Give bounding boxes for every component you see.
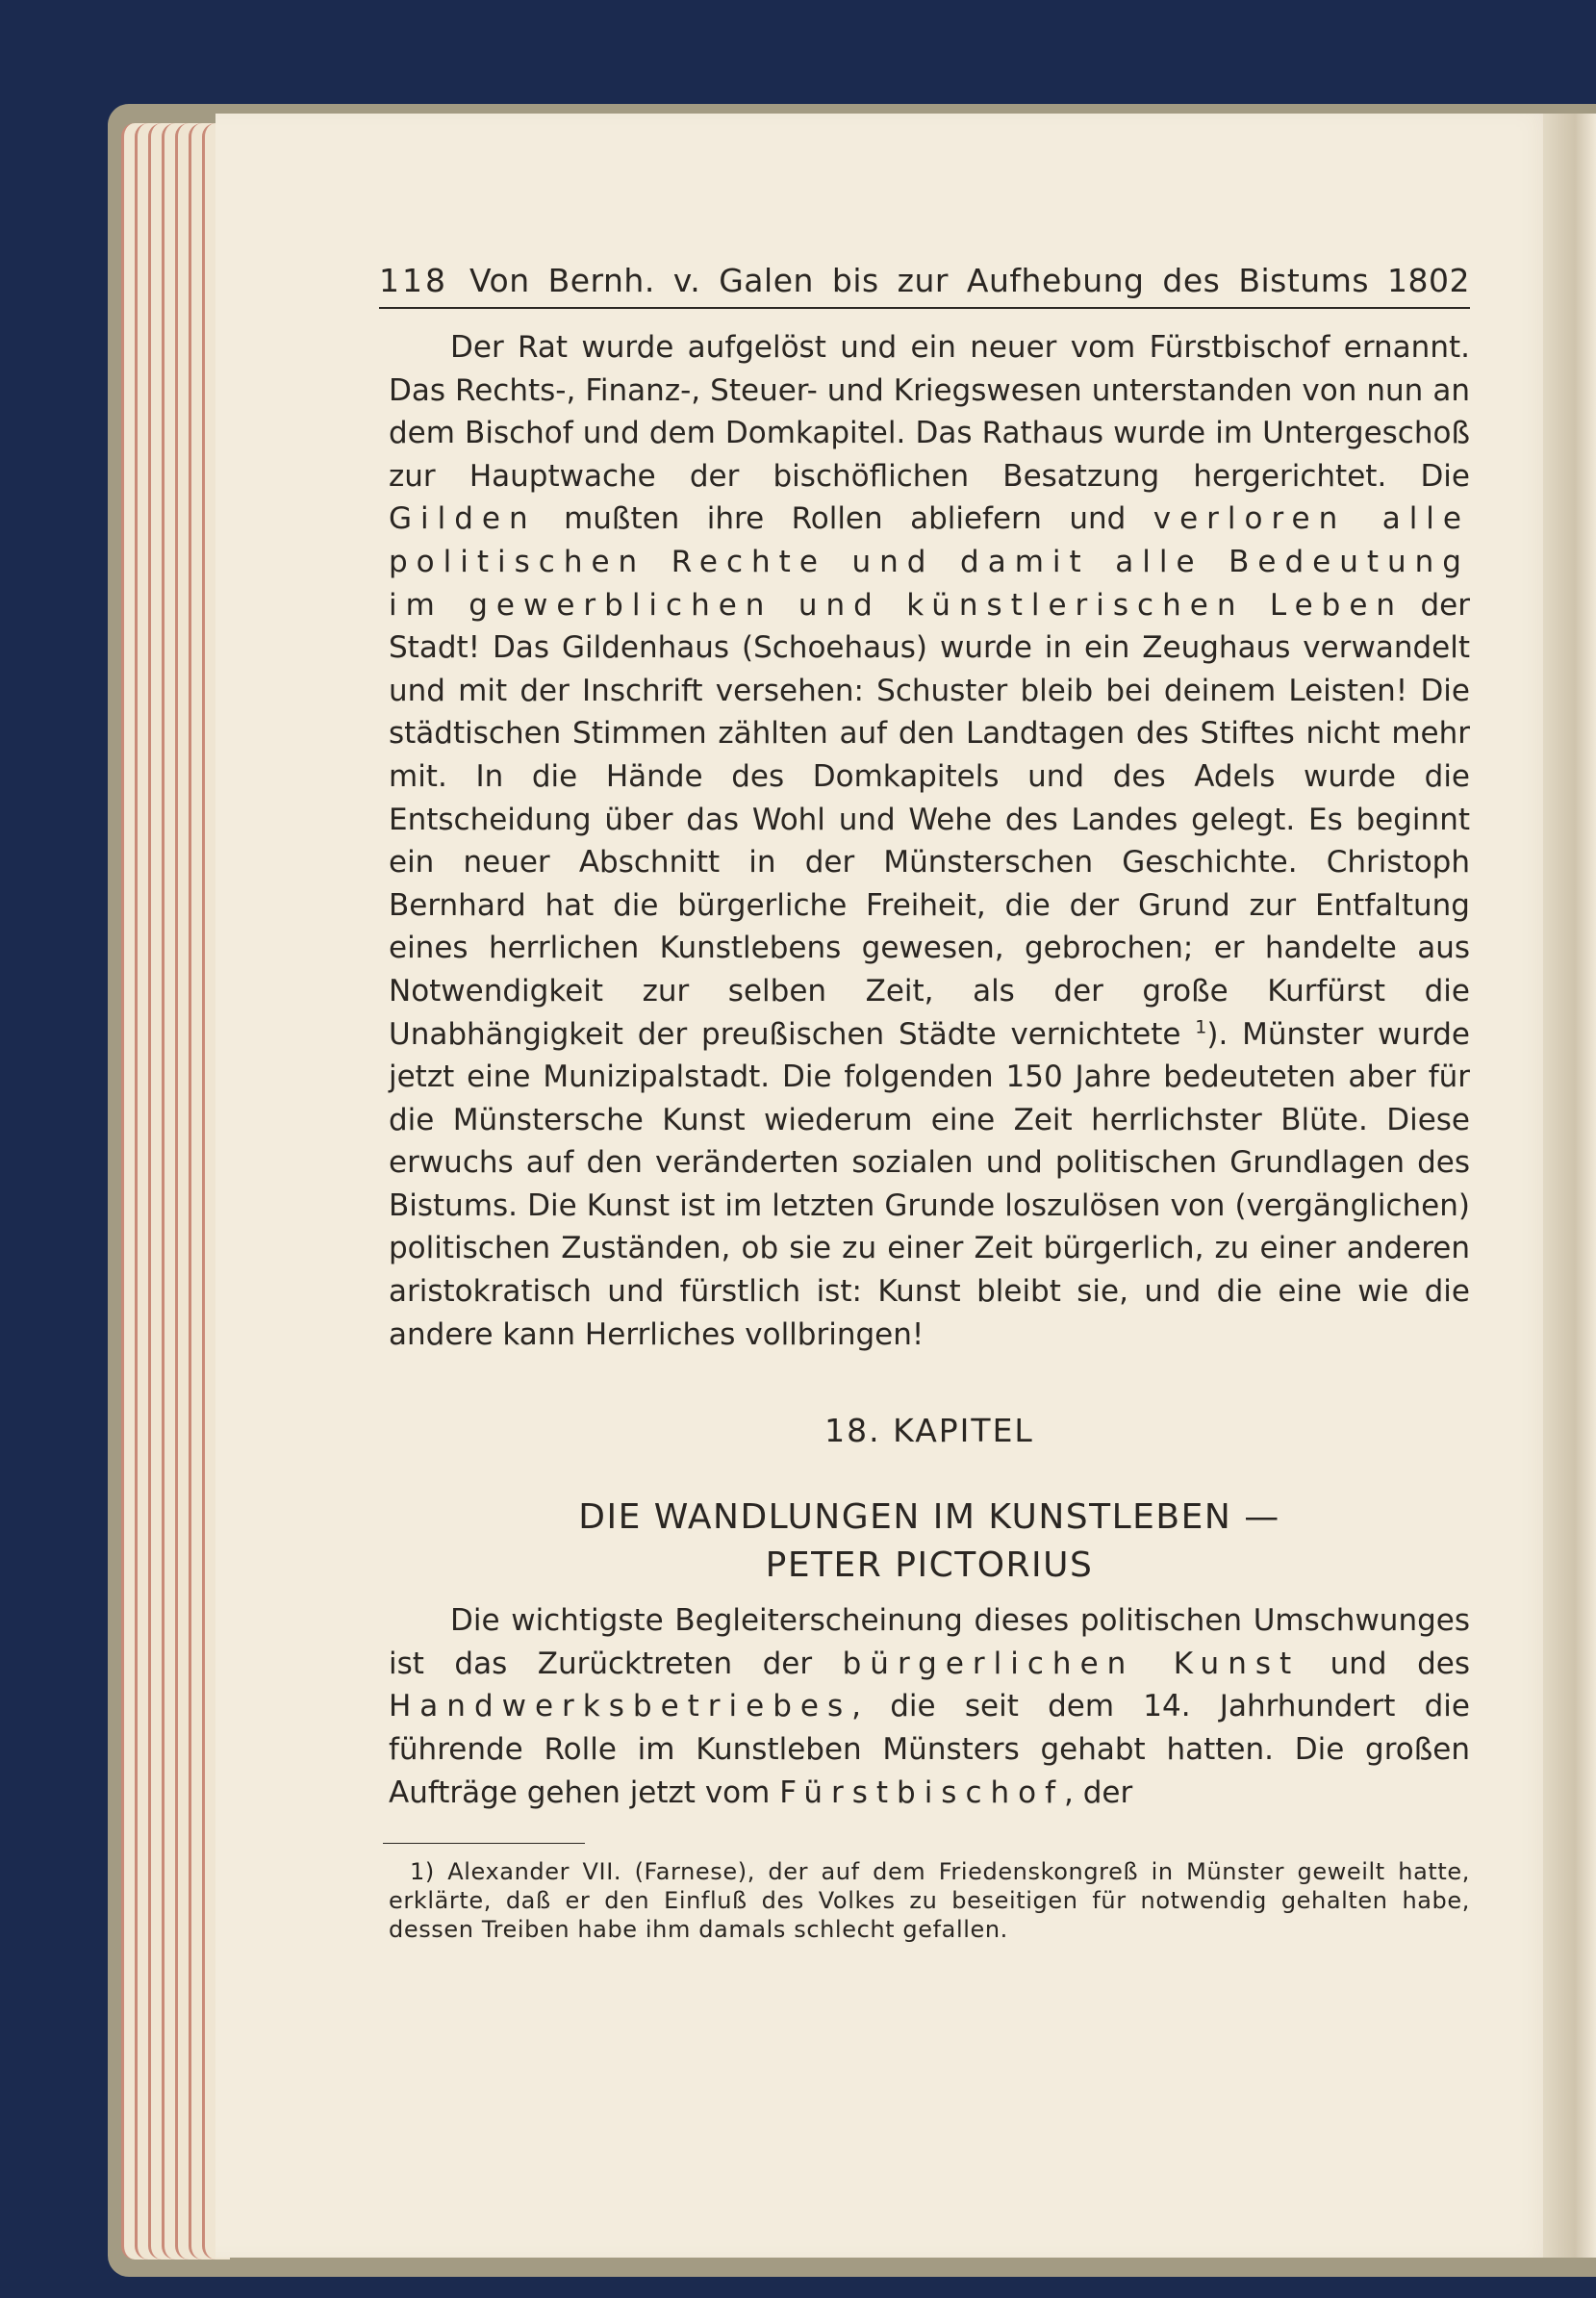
emphasized-text: bürgerlichen Kunst: [842, 1646, 1301, 1681]
footnote-reference: 1: [1195, 1016, 1207, 1038]
emphasized-text: Gilden: [389, 501, 537, 537]
chapter-title: [389, 1494, 1470, 1590]
page-number: 118: [379, 262, 448, 299]
chapter-title-line: DIE WANDLUNGEN IM KUNSTLEBEN —: [578, 1497, 1280, 1538]
body-text: [389, 326, 1470, 1356]
emphasized-text: verloren alle politischen Rechte und damit alle Bedeutung im gewerblichen und künstlerischen Leben: [389, 501, 1470, 623]
running-title: Von Bernh. v. Galen bis zur Aufhebung des Bistums 1802: [469, 262, 1470, 299]
chapter-title-line: PETER PICTORIUS: [765, 1545, 1094, 1586]
running-head: [379, 262, 1470, 309]
text-run: , der: [1064, 1775, 1133, 1810]
text-run: , die seit dem 14. Jahrhundert die führende Rolle im Kunstleben Münsters gehabt hatten. Die großen Aufträge gehen jetzt vom: [389, 1689, 1470, 1810]
page-content: [379, 262, 1470, 1944]
chapter-number: 18. KAPITEL: [824, 1412, 1034, 1450]
text-run: mußten ihre Rollen abliefern und: [536, 501, 1153, 537]
book-gutter: [1543, 114, 1596, 2258]
footnote-rule: [383, 1843, 585, 1844]
text-run: ). Münster wurde jetzt eine Munizipalstadt. Die folgenden 150 Jahre bedeuteten aber für die Münstersche Kunst wiederum eine Zeit herrlichster Blüte. Diese erwuchs auf den veränderten sozialen und politischen Grundlagen des Bistums. Die Kunst ist im letzten Grunde loszulösen von (vergänglichen) politischen Zuständen, ob sie zu einer Zeit bürgerlich, zu einer anderen aristokratisch und fürstlich ist: Kunst bleibt sie, und die eine wie die andere kann Herrliches vollbringen!: [389, 1016, 1470, 1352]
text-run: und des: [1300, 1646, 1470, 1681]
emphasized-text: Fürstbischof: [779, 1775, 1065, 1810]
paragraph: [389, 1599, 1470, 1814]
text-run: der Stadt! Das Gildenhaus (Schoehaus) wurde in ein Zeughaus verwandelt und mit der Inschrift versehen: Schuster bleib bei deinem Leisten! Die städtischen Stimmen zählten auf den Landtagen des Stiftes nicht mehr mit. In die Hände des Domkapitels und des Adels wurde die Entscheidung über das Wohl und Wehe des Landes gelegt. Es beginnt ein neuer Abschnitt in der Münsterschen Geschichte. Christoph Bernhard hat die bürgerliche Freiheit, die der Grund zur Entfaltung eines herrlichen Kunstlebens gewesen, gebrochen; er handelte aus Notwendigkeit zur selben Zeit, als der große Kurfürst die Unabhängigkeit der preußischen Städte vernichtete: [389, 587, 1470, 1052]
emphasized-text: Handwerksbetriebes: [389, 1689, 852, 1724]
paragraph: [389, 326, 1470, 1356]
body-text: [389, 1599, 1470, 1814]
footnote: [389, 1857, 1470, 1944]
text-run: Die wichtigste Begleiterscheinung dieses politischen Umschwunges ist das Zurücktreten der: [389, 1603, 1470, 1681]
footnote-text: 1) Alexander VII. (Farnese), der auf dem Friedenskongreß in Münster geweilt hatte, erklärte, daß er den Einfluß des Volkes zu beseitigen für notwendig gehalten habe, dessen Treiben habe ihm damals schlecht gefallen.: [389, 1858, 1470, 1944]
text-run: Der Rat wurde aufgelöst und ein neuer vom Fürstbischof ernannt. Das Rechts-, Finanz-, Steuer- und Kriegswesen unterstanden von nun an dem Bischof und dem Domkapitel. Das Rathaus wurde im Untergeschoß zur Hauptwache der bischöflichen Besatzung hergerichtet. Die: [389, 330, 1470, 494]
